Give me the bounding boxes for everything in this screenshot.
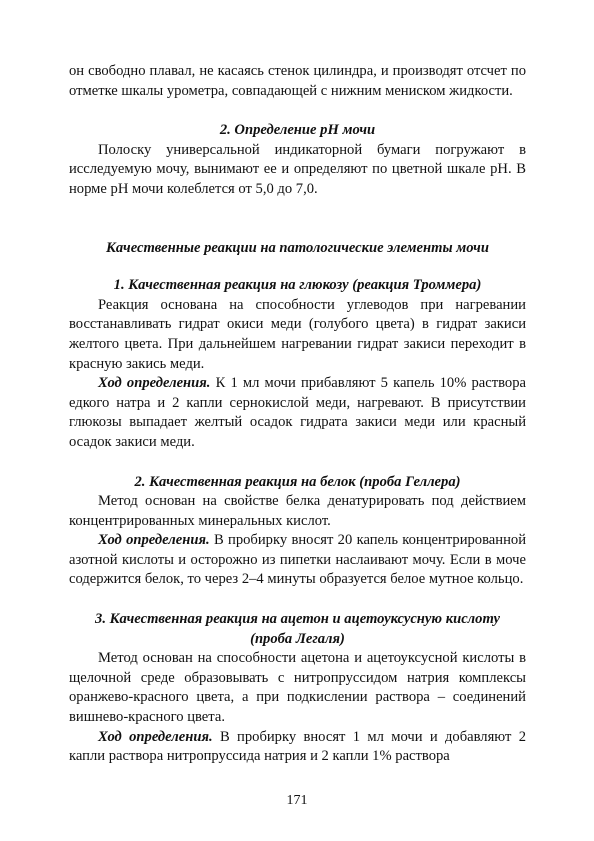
page-body bbox=[69, 62, 526, 767]
glucose-heading: 1. Качественная реакция на глюкозу (реакция Троммера) bbox=[113, 277, 482, 294]
section-heading: Качественные реакции на патологические элементы мочи bbox=[106, 239, 489, 256]
acetone-heading-line1: 3. Качественная реакция на ацетон и ацетоуксусную кислоту bbox=[95, 611, 500, 628]
acetone-heading-line2: (проба Легаля) bbox=[250, 630, 345, 647]
acetone-procedure bbox=[69, 728, 526, 767]
ph-paragraph: Полоску универсальной индикаторной бумаги погружают в исследуемую мочу, вынимают ее и определяют по цветной шкале рН. В норме рН мочи колеблется от 5,0 до 7,0. bbox=[69, 141, 526, 197]
acetone-paragraph: Метод основан на способности ацетона и ацетоуксусной кислоты в щелочной среде образовывать с нитропруссидом натрия комплексы оранжево-красного цвета, а при подкислении раствора – соединений вишнево-красного цвета. bbox=[69, 650, 526, 726]
continued-paragraph: он свободно плавал, не касаясь стенок цилиндра, и производят отсчет по отметке шкалы урометра, совпадающей с нижним мениском жидкости. bbox=[69, 63, 526, 99]
glucose-paragraph: Реакция основана на способности углеводов при нагревании восстанавливать гидрат окиси меди (голубого цвета) в гидрат закиси желтого цвета. При дальнейшем нагревании гидрат закиси переходит в красную закись меди. bbox=[69, 296, 526, 372]
protein-procedure bbox=[69, 531, 526, 590]
protein-procedure-text: В пробирку вносят 20 капель концентрированной азотной кислоты и осторожно из пипетки наслаивают мочу. Если в моче содержится белок, то через 2–4 минуты образуется белое мутное кольцо. bbox=[69, 532, 526, 588]
protein-heading: 2. Качественная реакция на белок (проба Геллера) bbox=[134, 473, 461, 490]
page-number: 171 bbox=[286, 793, 308, 808]
acetone-procedure-label: Ход определения. bbox=[98, 728, 213, 745]
protein-procedure-label: Ход определения. bbox=[98, 532, 210, 549]
ph-heading: 2. Определение рН мочи bbox=[219, 122, 376, 139]
protein-paragraph: Метод основан на свойстве белка денатурировать под действием концентрированных минеральных кислот. bbox=[69, 493, 526, 529]
glucose-procedure bbox=[69, 374, 526, 452]
glucose-procedure-text: К 1 мл мочи прибавляют 5 капель 10% раствора едкого натра и 2 капли сернокислой меди, нагревают. В присутствии глюкозы выпадает желтый осадок гидрата закиси меди или красный осадок закиси меди. bbox=[69, 375, 526, 450]
glucose-procedure-label: Ход определения. bbox=[98, 375, 211, 392]
acetone-heading bbox=[69, 610, 526, 649]
acetone-procedure-text: В пробирку вносят 1 мл мочи и добавляют 2 капли раствора нитропруссида натрия и 2 капли 1% раствора bbox=[69, 728, 527, 765]
